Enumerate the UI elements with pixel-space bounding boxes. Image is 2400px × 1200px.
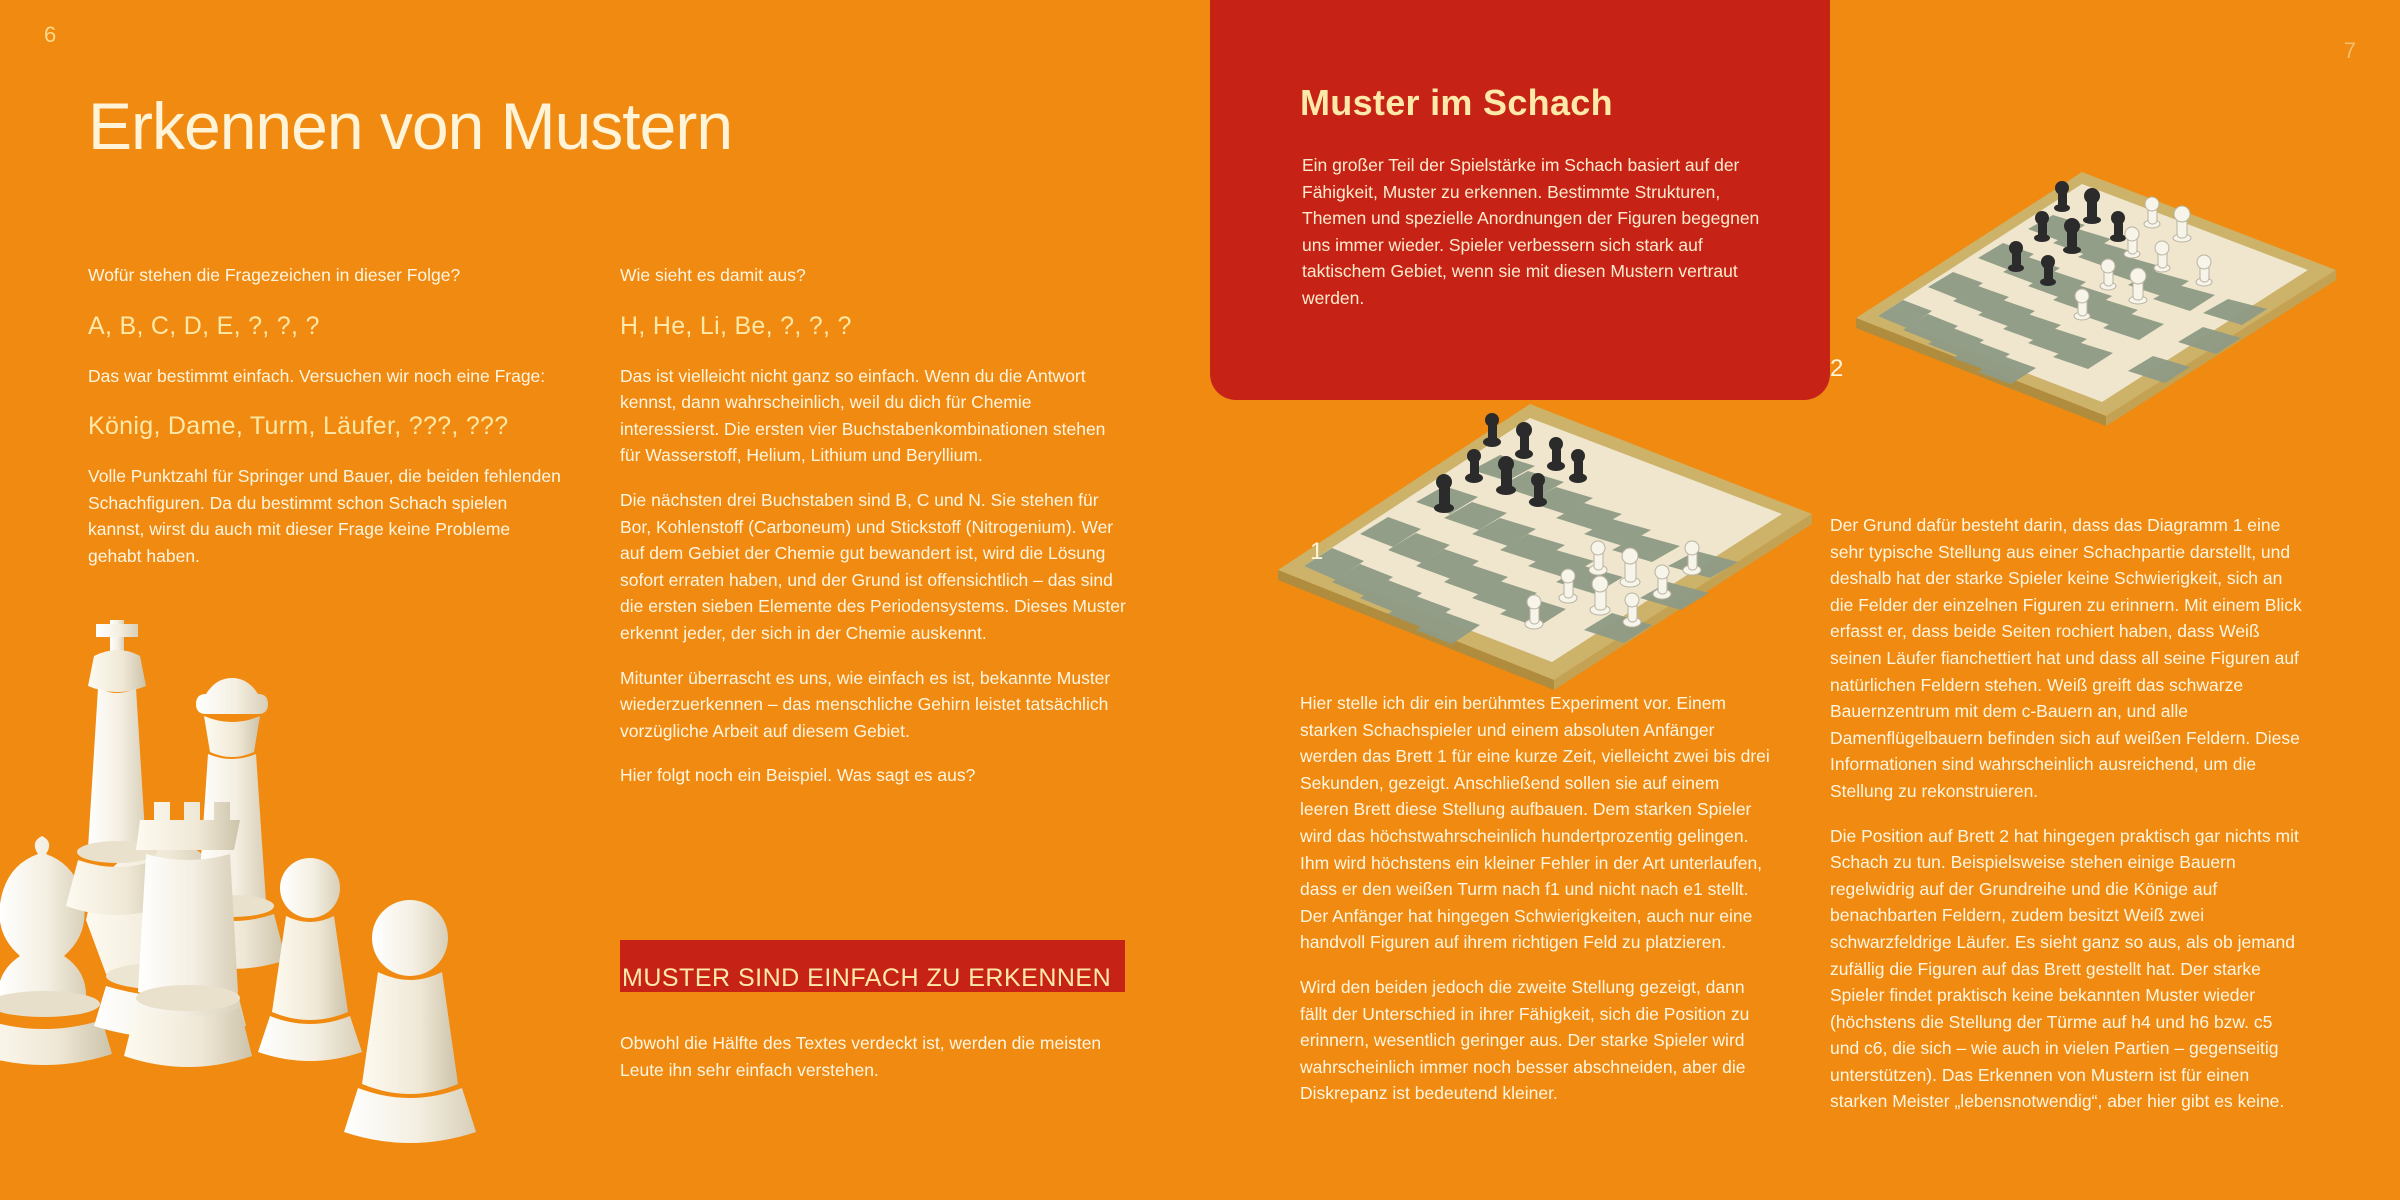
question-2: Wie sieht es damit aus? xyxy=(620,265,806,285)
chess-piece-king xyxy=(66,620,168,915)
right-column-2 xyxy=(1830,512,2305,1133)
sequence-letters: A, B, C, D, E, ?, ?, ? xyxy=(88,311,320,340)
diagram-1-label: 1 xyxy=(1310,538,1324,565)
chess-pieces-illustration xyxy=(0,620,610,1200)
paragraph: Die Position auf Brett 2 hat hingegen praktisch gar nichts mit Schach zu tun. Beispielsweise stehen einige Bauern regelwidrig auf der Grundreihe und die Könige auf benachbarten Feldern, zudem besitzt Weiß zwei schwarzfeldrige Läufer. Es sieht ganz so aus, als ob jemand zufällig die Figuren auf das Brett gestellt hat. Der starke Spieler findet praktisch keine bekannten Muster wieder (höchstens die Stellung der Türme auf h4 und h6 bzw. c5 und c6, die sich – wie auch in vielen Partien – gegenseitig unterstützen). Das Erkennen von Mustern ist für einen starken Meister „lebensnotwendig“, aber hier gibt es keine. xyxy=(1830,825,2299,1112)
paragraph: Die nächsten drei Buchstaben sind B, C und N. Sie stehen für Bor, Kohlenstoff (Carboneum) und Stickstoff (Nitrogenium). Wer auf dem Gebiet der Chemie gut bewandert ist, wird die Lösung sofort erraten haben, und der Grund ist offensichtlich – das sind die ersten sieben Elemente des Periodensystems. Dieses Muster erkennt jeder, der sich in der Chemie auskennt. xyxy=(620,489,1126,643)
paragraph: Hier folgt noch ein Beispiel. Was sagt es aus? xyxy=(620,765,976,786)
left-column-2-footer xyxy=(620,1030,1120,1101)
redacted-text: MUSTER SIND EINFACH ZU ERKENNEN xyxy=(622,964,1112,992)
right-column-1 xyxy=(1300,690,1770,1125)
paragraph: Wird den beiden jedoch die zweite Stellung gezeigt, dann fällt der Unterschied in ihrer Fähigkeit, sich die Position zu erinnern, wesentlich geringer aus. Der starke Spieler wird wahrscheinlich immer noch besser abschneiden, aber die Diskrepanz ist bedeutend kleiner. xyxy=(1300,976,1750,1104)
diagram-2-label: 2 xyxy=(1830,355,1844,382)
chess-piece-pawn-small xyxy=(258,858,362,1061)
chess-piece-rook xyxy=(124,802,252,1067)
question-1: Wofür stehen die Fragezeichen in dieser Folge? xyxy=(88,265,461,285)
chess-piece-queen xyxy=(180,678,286,969)
chess-piece-knight xyxy=(86,824,246,1038)
left-column-1 xyxy=(88,262,568,588)
page-title: Erkennen von Mustern xyxy=(88,89,733,163)
sequence-elements: H, He, Li, Be, ?, ?, ? xyxy=(620,311,852,340)
chess-diagram-2 xyxy=(1848,140,2368,445)
sequence-chess-pieces: König, Dame, Turm, Läufer, ???, ??? xyxy=(88,412,509,441)
paragraph: Das war bestimmt einfach. Versuchen wir noch eine Frage: xyxy=(88,365,546,386)
panel-title: Muster im Schach xyxy=(1300,82,1613,123)
paragraph: Der Grund dafür besteht darin, dass das Diagramm 1 eine sehr typische Stellung aus einer Schachpartie darstellt, und deshalb hat der starke Spieler keine Schwierigkeit, sich an die Felder der einzelnen Figuren zu erinnern. Mit einem Blick erfasst er, dass beide Seiten rochiert haben, dass Weiß seinen Läufer fianchettiert hat und dass all seine Figuren auf natürlichen Feldern stehen. Weiß greift das schwarze Bauernzentrum mit dem c-Bauern an, und alle Damenflügelbauern befinden sich auf weißen Feldern. Diese Informationen sind wahrscheinlich ausreichend, um die Stellung zu rekonstruieren. xyxy=(1830,515,2302,801)
panel-body: Ein großer Teil der Spielstärke im Schach basiert auf der Fähigkeit, Muster zu erkennen. Bestimmte Strukturen, Themen und spezielle Anordnungen der Figuren begegnen uns immer wieder. Spieler verbessern sich stark auf taktischem Gebiet, wenn sie mit diesen Mustern vertraut werden. xyxy=(1302,155,1760,308)
paragraph: Obwohl die Hälfte des Textes verdeckt ist, werden die meisten Leute ihn sehr einfach verstehen. xyxy=(620,1033,1102,1080)
left-column-2 xyxy=(620,262,1130,807)
paragraph: Mitunter überrascht es uns, wie einfach es ist, bekannte Muster wiederzuerkennen – das menschliche Gehirn leistet tatsächlich vorzügliche Arbeit auf diesem Gebiet. xyxy=(620,667,1111,741)
page-number-right: 7 xyxy=(2343,38,2356,63)
chess-piece-bishop xyxy=(0,836,112,1065)
redacted-bar xyxy=(620,940,1125,992)
paragraph: Hier stelle ich dir ein berühmtes Experiment vor. Einem starken Schachspieler und einem absoluten Anfänger werden das Brett 1 für eine kurze Zeit, vielleicht zwei bis drei Sekunden, gezeigt. Anschließend sollen sie auf einem leeren Brett diese Stellung aufbauen. Dem starken Spieler wird das höchstwahrscheinlich hundertprozentig gelingen. Ihm wird höchstens ein kleiner Fehler in der Art unterlaufen, dass er den weißen Turm nach f1 und nicht nach e1 stellt. Der Anfänger hat hingegen Schwierigkeiten, auch nur eine handvoll Figuren auf ihrem richtigen Feld zu platzieren. xyxy=(1300,693,1770,953)
paragraph: Das ist vielleicht nicht ganz so einfach. Wenn du die Antwort kennst, dann wahrscheinlich, weil du dich für Chemie interessierst. Die ersten vier Buchstabenkombinationen stehen für Wasserstoff, Helium, Lithium und Beryllium. xyxy=(620,365,1106,466)
page-number-left: 6 xyxy=(44,22,57,47)
chess-piece-pawn-large xyxy=(344,900,476,1143)
chess-diagram-1 xyxy=(1268,368,1828,703)
paragraph: Volle Punktzahl für Springer und Bauer, die beiden fehlenden Schachfiguren. Da du bestimmt schon Schach spielen kannst, wirst du auch mit dieser Frage keine Probleme gehabt haben. xyxy=(88,466,561,566)
highlight-panel xyxy=(1210,0,1830,400)
